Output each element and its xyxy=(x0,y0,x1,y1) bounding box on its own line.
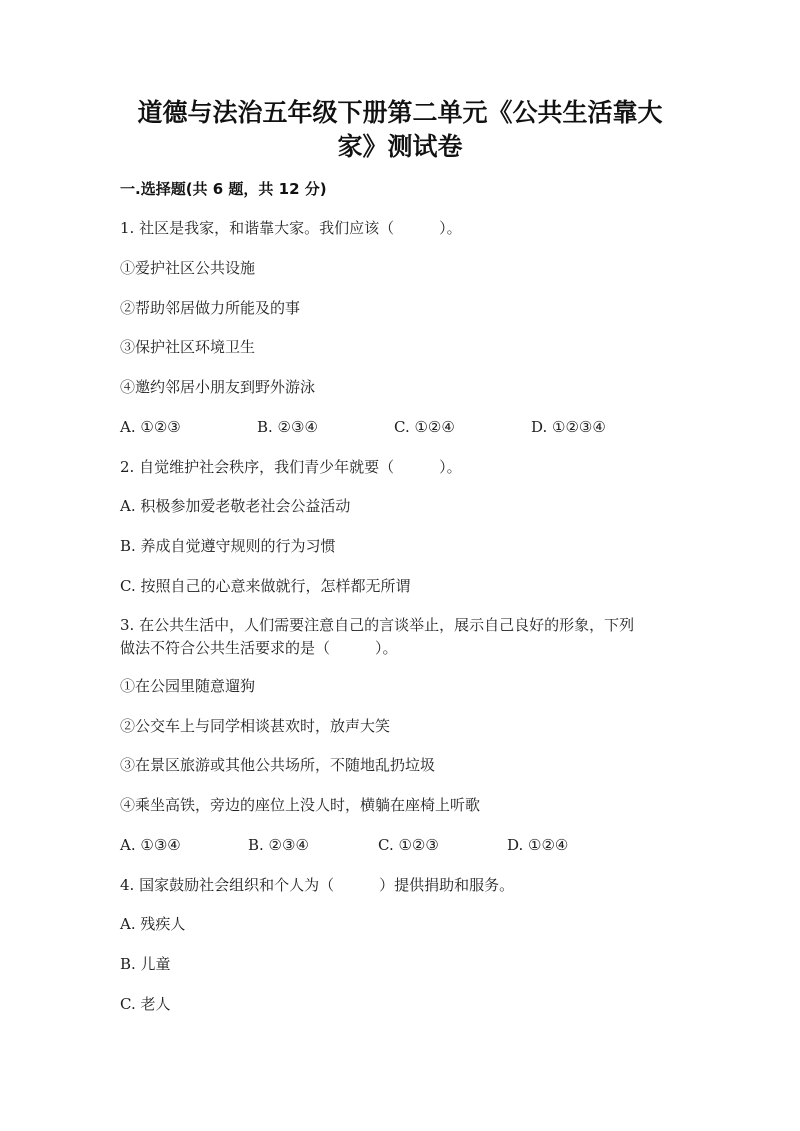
question-4-option-c: C. 老人 xyxy=(120,995,171,1013)
question-3-option-d: D. ①②④ xyxy=(507,836,569,854)
question-1-item-1: ①爱护社区公共设施 xyxy=(120,259,256,277)
section-heading: 一.选择题(共 6 题，共 12 分) xyxy=(120,180,327,198)
question-1-option-b: B. ②③④ xyxy=(257,418,318,436)
question-1-option-c: C. ①②④ xyxy=(394,418,455,436)
question-1-stem: 1. 社区是我家，和谐靠大家。我们应该（ ）。 xyxy=(120,219,462,237)
question-3-item-3: ③在景区旅游或其他公共场所，不随地乱扔垃圾 xyxy=(120,756,436,774)
question-4-option-a: A. 残疾人 xyxy=(120,915,186,933)
question-3-item-2: ②公交车上与同学相谈甚欢时，放声大笑 xyxy=(120,717,391,735)
question-3-stem-line-1: 3. 在公共生活中，人们需要注意自己的言谈举止，展示自己良好的形象，下列 xyxy=(120,616,635,634)
question-4-stem: 4. 国家鼓励社会组织和个人为（ ）提供捐助和服务。 xyxy=(120,876,515,894)
question-2-option-c: C. 按照自己的心意来做就行，怎样都无所谓 xyxy=(120,577,411,595)
page-title-line-2: 家》测试卷 xyxy=(337,132,463,161)
question-1-item-3: ③保护社区环境卫生 xyxy=(120,338,256,356)
question-3-item-1: ①在公园里随意遛狗 xyxy=(120,677,256,695)
question-1-option-a: A. ①②③ xyxy=(120,418,181,436)
question-3-item-4: ④乘坐高铁，旁边的座位上没人时，横躺在座椅上听歌 xyxy=(120,796,481,814)
question-1-item-2: ②帮助邻居做力所能及的事 xyxy=(120,299,301,317)
question-2-stem: 2. 自觉维护社会秩序，我们青少年就要（ ）。 xyxy=(120,458,462,476)
question-2-option-b: B. 养成自觉遵守规则的行为习惯 xyxy=(120,537,336,555)
question-1-item-4: ④邀约邻居小朋友到野外游泳 xyxy=(120,378,316,396)
question-3-stem-line-2: 做法不符合公共生活要求的是（ ）。 xyxy=(120,639,398,657)
question-2-option-a: A. 积极参加爱老敬老社会公益活动 xyxy=(120,497,351,515)
question-4-option-b: B. 儿童 xyxy=(120,955,171,973)
question-3-option-a: A. ①③④ xyxy=(120,836,181,854)
question-3-option-b: B. ②③④ xyxy=(248,836,309,854)
question-1-option-d: D. ①②③④ xyxy=(531,418,606,436)
page-title-line-1: 道德与法治五年级下册第二单元《公共生活靠大 xyxy=(137,98,663,127)
question-3-option-c: C. ①②③ xyxy=(378,836,439,854)
